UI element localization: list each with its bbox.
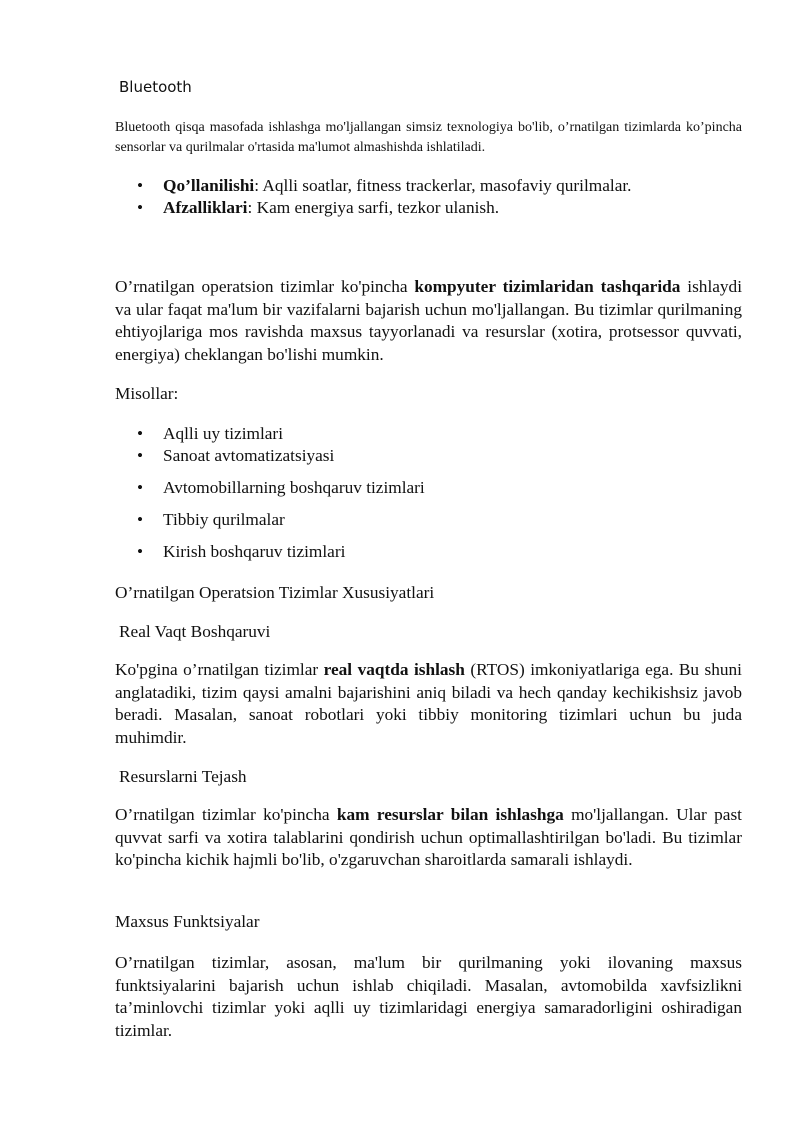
special-paragraph: O’rnatilgan tizimlar, asosan, ma'lum bir qurilmaning yoki ilovaning maxsus funktsiyalarini bajarish uchun ishlab chiqiladi. Masalan, avtomobilda xavfsizlikni ta’minlovchi tizimlar yoki aqlli uy tizimlaridagi energiya samaradorligini oshiradigan tizimlar. (115, 953, 742, 1040)
overview-paragraph: O’rnatilgan operatsion tizimlar ko'pincha kompyuter tizimlaridan tashqarida ishlaydi va ular faqat ma'lum bir vazifalarni bajarish uchun mo'ljallangan. Bu tizimlar qurilmaning ehtiyojlariga mos ravishda maxsus tayyorlanadi va resurslar (xotira, protsessor quvvati, energiya) cheklangan bo'lishi mumkin. (115, 277, 743, 364)
resources-emphasis: kam resurslar bilan ishlashga (336, 805, 564, 824)
resources-paragraph: O’rnatilgan tizimlar ko'pincha kam resurslar bilan ishlashga mo'ljallangan. Ular past quvvat sarfi va xotira talablarini qondirish uchun optimallashtirilgan bo'ladi. Bu tizimlar ko'pincha kichik hajmli bo'lib, o'zgaruvchan sharoitlarda samarali ishlaydi. (115, 805, 742, 869)
realtime-paragraph: Ko'pgina o’rnatilgan tizimlar real vaqtda ishlash (RTOS) imkoniyatlariga ega. Bu shuni anglatadiki, tizim qaysi amalni bajarishini aniq biladi va hech qanday kechikishsiz javob beradi. Masalan, sanoat robotlari yoki tibbiy monitoring tizimlari uchun bu juda muhimdir. (115, 660, 742, 747)
realtime-heading: Real Vaqt Boshqaruvi (119, 622, 271, 641)
item-label: Qo’llanilishi (163, 176, 255, 195)
overview-emphasis: kompyuter tizimlaridan tashqarida (414, 277, 681, 296)
bullet-icon: • (137, 542, 144, 561)
bullet-icon: • (137, 198, 144, 217)
bullet-icon: • (137, 478, 144, 497)
resources-heading: Resurslarni Tejash (119, 767, 247, 786)
special-heading: Maxsus Funktsiyalar (115, 912, 260, 931)
bullet-icon: • (137, 176, 144, 195)
bullet-icon: • (137, 424, 144, 443)
bluetooth-intro: Bluetooth qisqa masofada ishlashga mo'ljallangan simsiz texnologiya bo'lib, o’rnatilgan tizimlarda ko’pincha sensorlar va qurilmalar o'rtasida ma'lumot almashishda ishlatiladi. (115, 120, 742, 155)
examples-label: Misollar: (115, 384, 179, 403)
bullet-icon: • (137, 510, 144, 529)
item-label: Afzalliklari (163, 198, 248, 217)
features-title: O’rnatilgan Operatsion Tizimlar Xususiyatlari (115, 583, 435, 602)
item-text: : Kam energiya sarfi, tezkor ulanish. (247, 198, 500, 217)
item-text: : Aqlli soatlar, fitness trackerlar, masofaviy qurilmalar. (254, 176, 632, 195)
bluetooth-heading: Bluetooth (119, 78, 192, 96)
realtime-emphasis: real vaqtda ishlash (323, 660, 465, 679)
bullet-icon: • (137, 446, 144, 465)
